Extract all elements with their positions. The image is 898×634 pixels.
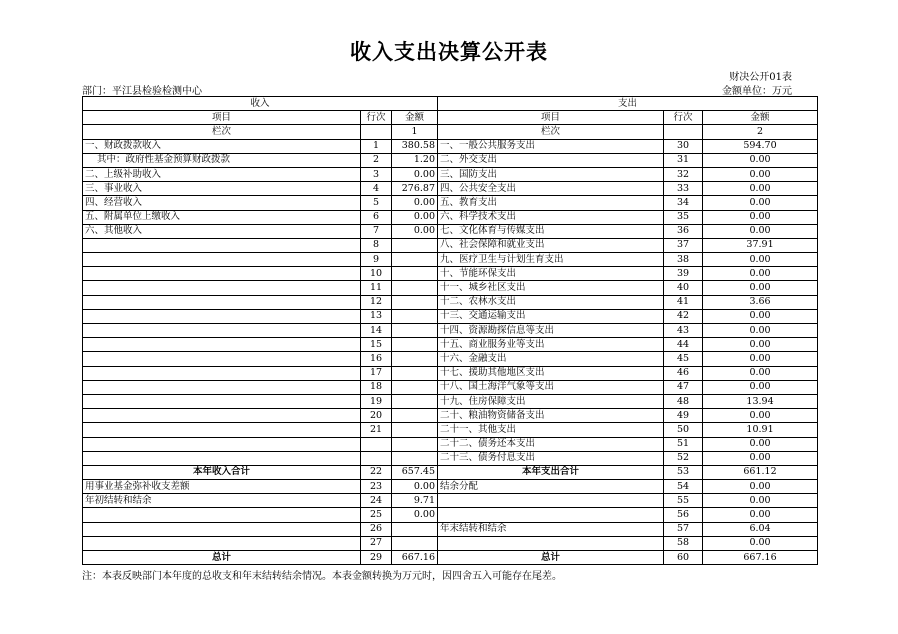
income-row-no-cell: 12 bbox=[361, 295, 392, 309]
table-row bbox=[83, 224, 818, 238]
empty-cell bbox=[361, 125, 392, 139]
income-row-no-cell: 1 bbox=[361, 139, 392, 153]
income-amount-cell bbox=[392, 267, 438, 281]
expense-row-no-cell: 35 bbox=[664, 210, 703, 224]
income-amount-cell bbox=[392, 281, 438, 295]
income-item-cell: 一、财政拨款收入 bbox=[83, 139, 361, 153]
income-item-cell bbox=[83, 253, 361, 267]
expense-item-cell: 十四、资源勘探信息等支出 bbox=[438, 324, 664, 338]
income-item-cell: 其中：政府性基金预算财政拨款 bbox=[83, 153, 361, 167]
table-row bbox=[83, 494, 818, 508]
expense-item-cell: 七、文化体育与传媒支出 bbox=[438, 224, 664, 238]
expense-item-cell: 八、社会保障和就业支出 bbox=[438, 238, 664, 252]
expense-row-no-cell: 54 bbox=[664, 480, 703, 494]
income-amount-cell bbox=[392, 366, 438, 380]
expense-item-cell: 十七、援助其他地区支出 bbox=[438, 366, 664, 380]
income-amount-cell bbox=[392, 352, 438, 366]
income-amount-cell: 0.00 bbox=[392, 224, 438, 238]
expense-amount-cell: 0.00 bbox=[703, 182, 818, 196]
income-item-cell bbox=[83, 536, 361, 550]
expense-item-cell: 十、节能环保支出 bbox=[438, 267, 664, 281]
empty-cell bbox=[664, 125, 703, 139]
income-amount-cell: 657.45 bbox=[392, 465, 438, 479]
income-row-no-cell: 15 bbox=[361, 338, 392, 352]
expense-amount-cell: 0.00 bbox=[703, 224, 818, 238]
expense-row-no-cell: 47 bbox=[664, 380, 703, 394]
income-item-cell bbox=[83, 338, 361, 352]
income-row-no-header: 行次 bbox=[361, 111, 392, 125]
expense-amount-cell: 3.66 bbox=[703, 295, 818, 309]
expense-row-no-cell: 33 bbox=[664, 182, 703, 196]
expense-row-no-cell: 56 bbox=[664, 508, 703, 522]
income-row-no-cell: 3 bbox=[361, 167, 392, 181]
expense-amount-cell: 0.00 bbox=[703, 196, 818, 210]
income-amount-cell bbox=[392, 295, 438, 309]
expense-amount-cell: 594.70 bbox=[703, 139, 818, 153]
income-row-no-cell: 11 bbox=[361, 281, 392, 295]
table-row bbox=[83, 536, 818, 550]
expense-amount-cell: 0.00 bbox=[703, 451, 818, 465]
income-item-cell: 用事业基金弥补收支差额 bbox=[83, 480, 361, 494]
income-item-cell: 五、附属单位上缴收入 bbox=[83, 210, 361, 224]
table-column-header-row bbox=[83, 111, 818, 125]
expense-item-cell: 二、外交支出 bbox=[438, 153, 664, 167]
expense-item-cell: 年末结转和结余 bbox=[438, 522, 664, 536]
expense-item-cell: 十六、金融支出 bbox=[438, 352, 664, 366]
expense-row-no-cell: 50 bbox=[664, 423, 703, 437]
page-title: 收入支出决算公开表 bbox=[350, 40, 548, 64]
table-row bbox=[83, 338, 818, 352]
table-row bbox=[83, 366, 818, 380]
footnote: 注：本表反映部门本年度的总收支和年末结转结余情况。本表金额转换为万元时，因四舍五入可能存在尾差。 bbox=[82, 571, 562, 582]
expense-row-no-cell: 45 bbox=[664, 352, 703, 366]
income-amount-cell bbox=[392, 451, 438, 465]
expense-amount-cell: 0.00 bbox=[703, 167, 818, 181]
expense-row-no-header: 行次 bbox=[664, 111, 703, 125]
expense-row-no-cell: 52 bbox=[664, 451, 703, 465]
expense-row-no-cell: 42 bbox=[664, 309, 703, 323]
expense-amount-cell: 0.00 bbox=[703, 324, 818, 338]
expense-amount-cell: 0.00 bbox=[703, 536, 818, 550]
income-row-no-cell: 29 bbox=[361, 551, 392, 565]
table-row bbox=[83, 551, 818, 565]
income-item-cell: 二、上级补助收入 bbox=[83, 167, 361, 181]
income-amount-cell: 9.71 bbox=[392, 494, 438, 508]
expense-amount-cell: 0.00 bbox=[703, 210, 818, 224]
table-row bbox=[83, 153, 818, 167]
income-item-cell bbox=[83, 394, 361, 408]
expense-amount-cell: 6.04 bbox=[703, 522, 818, 536]
department-label: 部门：平江县检验检测中心 bbox=[82, 86, 202, 97]
expense-row-no-cell: 55 bbox=[664, 494, 703, 508]
income-amount-header: 金额 bbox=[392, 111, 438, 125]
expense-item-cell: 总计 bbox=[438, 551, 664, 565]
expense-item-cell: 本年支出合计 bbox=[438, 465, 664, 479]
expense-item-cell: 六、科学技术支出 bbox=[438, 210, 664, 224]
table-row bbox=[83, 182, 818, 196]
expense-item-cell: 十二、农林水支出 bbox=[438, 295, 664, 309]
expense-amount-cell: 0.00 bbox=[703, 309, 818, 323]
expense-row-no-cell: 37 bbox=[664, 238, 703, 252]
expense-row-no-cell: 57 bbox=[664, 522, 703, 536]
table-row bbox=[83, 324, 818, 338]
income-item-cell bbox=[83, 437, 361, 451]
income-amount-cell: 276.87 bbox=[392, 182, 438, 196]
expense-row-no-cell: 32 bbox=[664, 167, 703, 181]
expense-column-number: 2 bbox=[703, 125, 818, 139]
income-item-cell bbox=[83, 352, 361, 366]
expense-item-cell: 十五、商业服务业等支出 bbox=[438, 338, 664, 352]
income-row-no-cell: 22 bbox=[361, 465, 392, 479]
expense-amount-cell: 10.91 bbox=[703, 423, 818, 437]
expense-row-no-cell: 41 bbox=[664, 295, 703, 309]
income-column-number: 1 bbox=[392, 125, 438, 139]
table-row bbox=[83, 423, 818, 437]
income-amount-cell bbox=[392, 409, 438, 423]
expense-row-no-cell: 44 bbox=[664, 338, 703, 352]
expense-amount-cell: 667.16 bbox=[703, 551, 818, 565]
expense-item-cell: 二十、粮油物资储备支出 bbox=[438, 409, 664, 423]
expense-amount-cell: 0.00 bbox=[703, 338, 818, 352]
expense-amount-cell: 0.00 bbox=[703, 366, 818, 380]
expense-amount-cell: 0.00 bbox=[703, 352, 818, 366]
table-row bbox=[83, 267, 818, 281]
expense-row-no-cell: 40 bbox=[664, 281, 703, 295]
income-item-cell bbox=[83, 522, 361, 536]
amount-unit-label: 金额单位：万元 bbox=[722, 86, 792, 97]
income-amount-cell bbox=[392, 437, 438, 451]
expense-item-cell: 三、国防支出 bbox=[438, 167, 664, 181]
income-row-no-cell: 4 bbox=[361, 182, 392, 196]
income-amount-cell: 0.00 bbox=[392, 167, 438, 181]
expense-item-cell: 二十三、债务付息支出 bbox=[438, 451, 664, 465]
income-row-no-cell: 27 bbox=[361, 536, 392, 550]
income-row-no-cell: 24 bbox=[361, 494, 392, 508]
table-row bbox=[83, 352, 818, 366]
table-row bbox=[83, 437, 818, 451]
income-item-header: 项目 bbox=[83, 111, 361, 125]
income-item-cell bbox=[83, 295, 361, 309]
expense-item-cell bbox=[438, 494, 664, 508]
expense-row-no-cell: 34 bbox=[664, 196, 703, 210]
income-amount-cell: 1.20 bbox=[392, 153, 438, 167]
table-row bbox=[83, 295, 818, 309]
income-row-no-cell: 9 bbox=[361, 253, 392, 267]
table-group-header-row bbox=[83, 97, 818, 111]
expense-item-cell bbox=[438, 536, 664, 550]
expense-row-no-cell: 53 bbox=[664, 465, 703, 479]
income-row-no-cell: 5 bbox=[361, 196, 392, 210]
expense-item-cell: 五、教育支出 bbox=[438, 196, 664, 210]
income-row-no-cell: 21 bbox=[361, 423, 392, 437]
expense-item-header: 项目 bbox=[438, 111, 664, 125]
income-row-no-cell: 20 bbox=[361, 409, 392, 423]
table-row bbox=[83, 167, 818, 181]
expense-group-header: 支出 bbox=[438, 97, 818, 111]
income-row-no-cell bbox=[361, 451, 392, 465]
income-amount-cell: 0.00 bbox=[392, 210, 438, 224]
expense-row-no-cell: 39 bbox=[664, 267, 703, 281]
expense-amount-cell: 0.00 bbox=[703, 253, 818, 267]
table-row bbox=[83, 281, 818, 295]
table-row bbox=[83, 409, 818, 423]
income-row-no-cell: 25 bbox=[361, 508, 392, 522]
table-row bbox=[83, 210, 818, 224]
expense-row-no-cell: 60 bbox=[664, 551, 703, 565]
income-item-cell bbox=[83, 309, 361, 323]
income-amount-cell: 0.00 bbox=[392, 508, 438, 522]
income-item-cell bbox=[83, 409, 361, 423]
income-item-cell bbox=[83, 324, 361, 338]
income-row-no-cell: 17 bbox=[361, 366, 392, 380]
expense-item-cell: 一、一般公共服务支出 bbox=[438, 139, 664, 153]
income-item-cell: 本年收入合计 bbox=[83, 465, 361, 479]
income-row-no-cell: 8 bbox=[361, 238, 392, 252]
income-column-label: 栏次 bbox=[83, 125, 361, 139]
expense-item-cell: 十三、交通运输支出 bbox=[438, 309, 664, 323]
table-row bbox=[83, 139, 818, 153]
income-row-no-cell: 16 bbox=[361, 352, 392, 366]
expense-amount-cell: 0.00 bbox=[703, 494, 818, 508]
income-row-no-cell: 6 bbox=[361, 210, 392, 224]
income-amount-cell: 667.16 bbox=[392, 551, 438, 565]
expense-amount-cell: 0.00 bbox=[703, 281, 818, 295]
income-amount-cell: 380.58 bbox=[392, 139, 438, 153]
expense-row-no-cell: 43 bbox=[664, 324, 703, 338]
expense-amount-cell: 0.00 bbox=[703, 153, 818, 167]
expense-amount-cell: 661.12 bbox=[703, 465, 818, 479]
income-item-cell bbox=[83, 380, 361, 394]
table-row bbox=[83, 380, 818, 394]
income-row-no-cell: 23 bbox=[361, 480, 392, 494]
expense-amount-cell: 13.94 bbox=[703, 394, 818, 408]
expense-amount-cell: 0.00 bbox=[703, 409, 818, 423]
income-amount-cell bbox=[392, 423, 438, 437]
expense-item-cell: 结余分配 bbox=[438, 480, 664, 494]
table-row bbox=[83, 394, 818, 408]
income-amount-cell bbox=[392, 522, 438, 536]
income-item-cell bbox=[83, 451, 361, 465]
table-row bbox=[83, 508, 818, 522]
table-row bbox=[83, 465, 818, 479]
income-row-no-cell bbox=[361, 437, 392, 451]
income-item-cell bbox=[83, 267, 361, 281]
income-row-no-cell: 2 bbox=[361, 153, 392, 167]
expense-row-no-cell: 51 bbox=[664, 437, 703, 451]
expense-amount-cell: 37.91 bbox=[703, 238, 818, 252]
income-item-cell: 总计 bbox=[83, 551, 361, 565]
expense-amount-cell: 0.00 bbox=[703, 480, 818, 494]
income-item-cell: 六、其他收入 bbox=[83, 224, 361, 238]
expense-item-cell: 二十一、其他支出 bbox=[438, 423, 664, 437]
expense-item-cell: 四、公共安全支出 bbox=[438, 182, 664, 196]
income-row-no-cell: 18 bbox=[361, 380, 392, 394]
income-amount-cell bbox=[392, 238, 438, 252]
expense-item-cell: 二十二、债务还本支出 bbox=[438, 437, 664, 451]
income-amount-cell bbox=[392, 253, 438, 267]
expense-amount-cell: 0.00 bbox=[703, 508, 818, 522]
expense-row-no-cell: 48 bbox=[664, 394, 703, 408]
income-row-no-cell: 7 bbox=[361, 224, 392, 238]
income-amount-cell: 0.00 bbox=[392, 196, 438, 210]
table-row bbox=[83, 196, 818, 210]
expense-amount-header: 金额 bbox=[703, 111, 818, 125]
expense-row-no-cell: 31 bbox=[664, 153, 703, 167]
expense-item-cell: 九、医疗卫生与计划生育支出 bbox=[438, 253, 664, 267]
income-row-no-cell: 26 bbox=[361, 522, 392, 536]
expense-row-no-cell: 30 bbox=[664, 139, 703, 153]
income-item-cell bbox=[83, 366, 361, 380]
expense-row-no-cell: 36 bbox=[664, 224, 703, 238]
expense-row-no-cell: 49 bbox=[664, 409, 703, 423]
expense-row-no-cell: 46 bbox=[664, 366, 703, 380]
income-item-cell: 年初结转和结余 bbox=[83, 494, 361, 508]
income-item-cell: 四、经营收入 bbox=[83, 196, 361, 210]
expense-row-no-cell: 58 bbox=[664, 536, 703, 550]
expense-amount-cell: 0.00 bbox=[703, 437, 818, 451]
income-item-cell bbox=[83, 423, 361, 437]
table-row bbox=[83, 238, 818, 252]
expense-item-cell: 十八、国土海洋气象等支出 bbox=[438, 380, 664, 394]
form-number: 财决公开01表 bbox=[729, 72, 792, 83]
income-row-no-cell: 10 bbox=[361, 267, 392, 281]
income-amount-cell bbox=[392, 309, 438, 323]
table-column-number-row bbox=[83, 125, 818, 139]
income-amount-cell bbox=[392, 536, 438, 550]
table-row bbox=[83, 309, 818, 323]
expense-item-cell: 十一、城乡社区支出 bbox=[438, 281, 664, 295]
income-amount-cell bbox=[392, 394, 438, 408]
income-item-cell: 三、事业收入 bbox=[83, 182, 361, 196]
income-row-no-cell: 19 bbox=[361, 394, 392, 408]
expense-item-cell bbox=[438, 508, 664, 522]
income-amount-cell bbox=[392, 338, 438, 352]
income-item-cell bbox=[83, 238, 361, 252]
income-group-header: 收入 bbox=[83, 97, 438, 111]
expense-item-cell: 十九、住房保障支出 bbox=[438, 394, 664, 408]
income-amount-cell bbox=[392, 380, 438, 394]
income-item-cell bbox=[83, 281, 361, 295]
income-amount-cell: 0.00 bbox=[392, 480, 438, 494]
income-amount-cell bbox=[392, 324, 438, 338]
income-item-cell bbox=[83, 508, 361, 522]
income-row-no-cell: 14 bbox=[361, 324, 392, 338]
table-row bbox=[83, 522, 818, 536]
table-row bbox=[83, 253, 818, 267]
table-row bbox=[83, 451, 818, 465]
expense-amount-cell: 0.00 bbox=[703, 267, 818, 281]
expense-amount-cell: 0.00 bbox=[703, 380, 818, 394]
expense-column-label: 栏次 bbox=[438, 125, 664, 139]
expense-row-no-cell: 38 bbox=[664, 253, 703, 267]
income-row-no-cell: 13 bbox=[361, 309, 392, 323]
income-expense-table bbox=[82, 96, 818, 565]
table-row bbox=[83, 480, 818, 494]
